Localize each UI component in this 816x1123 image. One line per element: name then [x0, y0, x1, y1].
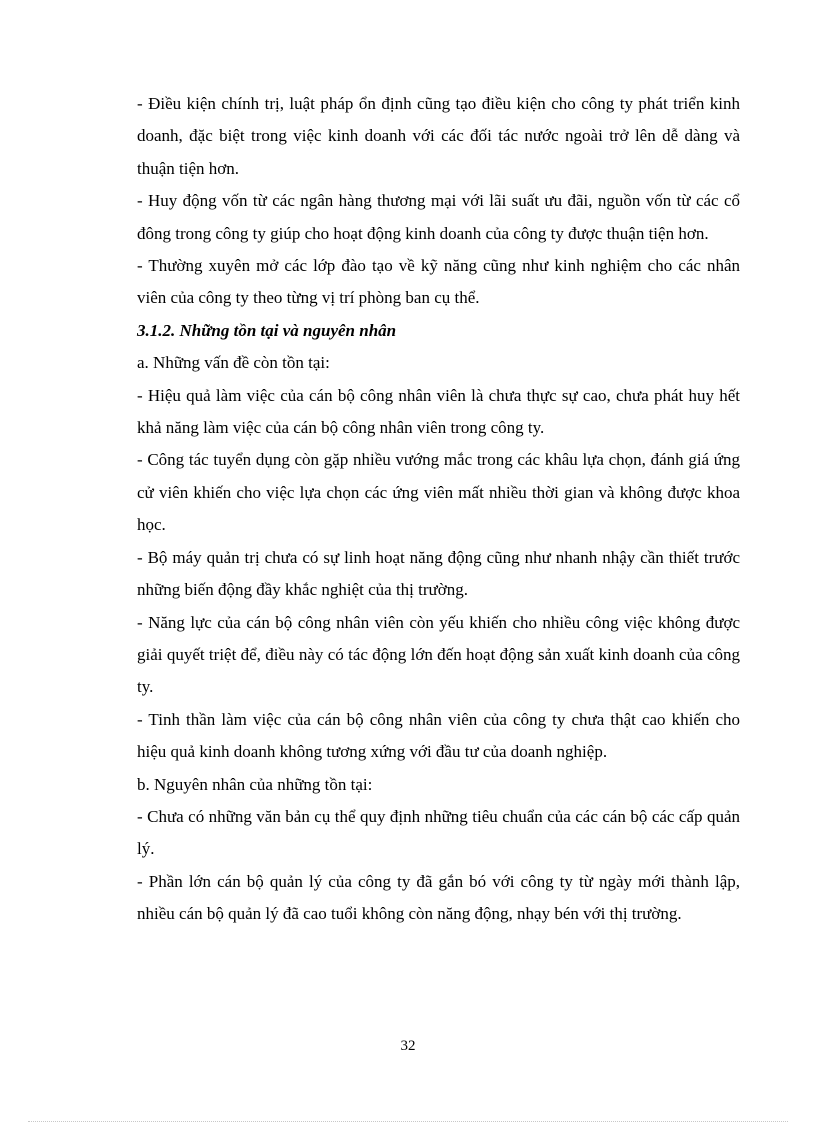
- paragraph: - Hiệu quả làm việc của cán bộ công nhân viên là chưa thực sự cao, chưa phát huy hết khả năng làm việc của cán bộ công nhân viên trong công ty.: [137, 385, 740, 438]
- paragraph: - Điều kiện chính trị, luật pháp ổn định cũng tạo điều kiện cho công ty phát triển kinh doanh, đặc biệt trong việc kinh doanh với các đối tác nước ngoài trở lên dễ dàng và thuận tiện hơn.: [137, 94, 740, 178]
- paragraph: - Năng lực của cán bộ công nhân viên còn yếu khiến cho nhiều công việc không được giải quyết triệt để, điều này có tác động lớn đến hoạt động sản xuất kinh doanh của công ty.: [137, 612, 740, 697]
- page-number: 32: [400, 1038, 416, 1054]
- subheading-causes: b. Nguyên nhân của những tồn tại:: [137, 774, 373, 794]
- subheading-problems: a. Những vấn đề còn tồn tại:: [137, 353, 330, 373]
- paragraph: - Huy động vốn từ các ngân hàng thương mại với lãi suất ưu đãi, nguồn vốn từ các cổ đông trong công ty giúp cho hoạt động kinh doanh của công ty được thuận tiện hơn.: [137, 191, 740, 243]
- paragraph: - Tinh thần làm việc của cán bộ công nhân viên của công ty chưa thật cao khiến cho hiệu quả kinh doanh không tương xứng với đầu tư của doanh nghiệp.: [137, 709, 740, 762]
- page-content: [137, 88, 740, 931]
- page-bottom-divider: [28, 1121, 788, 1122]
- paragraph: - Chưa có những văn bản cụ thể quy định những tiêu chuẩn của các cán bộ các cấp quản lý.: [137, 806, 740, 859]
- paragraph: - Công tác tuyển dụng còn gặp nhiều vướng mắc trong các khâu lựa chọn, đánh giá ứng cử viên khiến cho việc lựa chọn các ứng viên mất nhiều thời gian và không được khoa học.: [137, 450, 740, 535]
- section-heading: 3.1.2. Những tồn tại và nguyên nhân: [137, 320, 397, 340]
- paragraph: - Phần lớn cán bộ quản lý của công ty đã gắn bó với công ty từ ngày mới thành lập, nhiều cán bộ quản lý đã cao tuổi không còn năng động, nhạy bén với thị trường.: [137, 871, 740, 924]
- paragraph: - Thường xuyên mở các lớp đào tạo về kỹ năng cũng như kinh nghiệm cho các nhân viên của công ty theo từng vị trí phòng ban cụ thể.: [137, 256, 740, 308]
- paragraph: - Bộ máy quản trị chưa có sự linh hoạt năng động cũng như nhanh nhậy cần thiết trước những biến động đầy khắc nghiệt của thị trường.: [137, 547, 740, 600]
